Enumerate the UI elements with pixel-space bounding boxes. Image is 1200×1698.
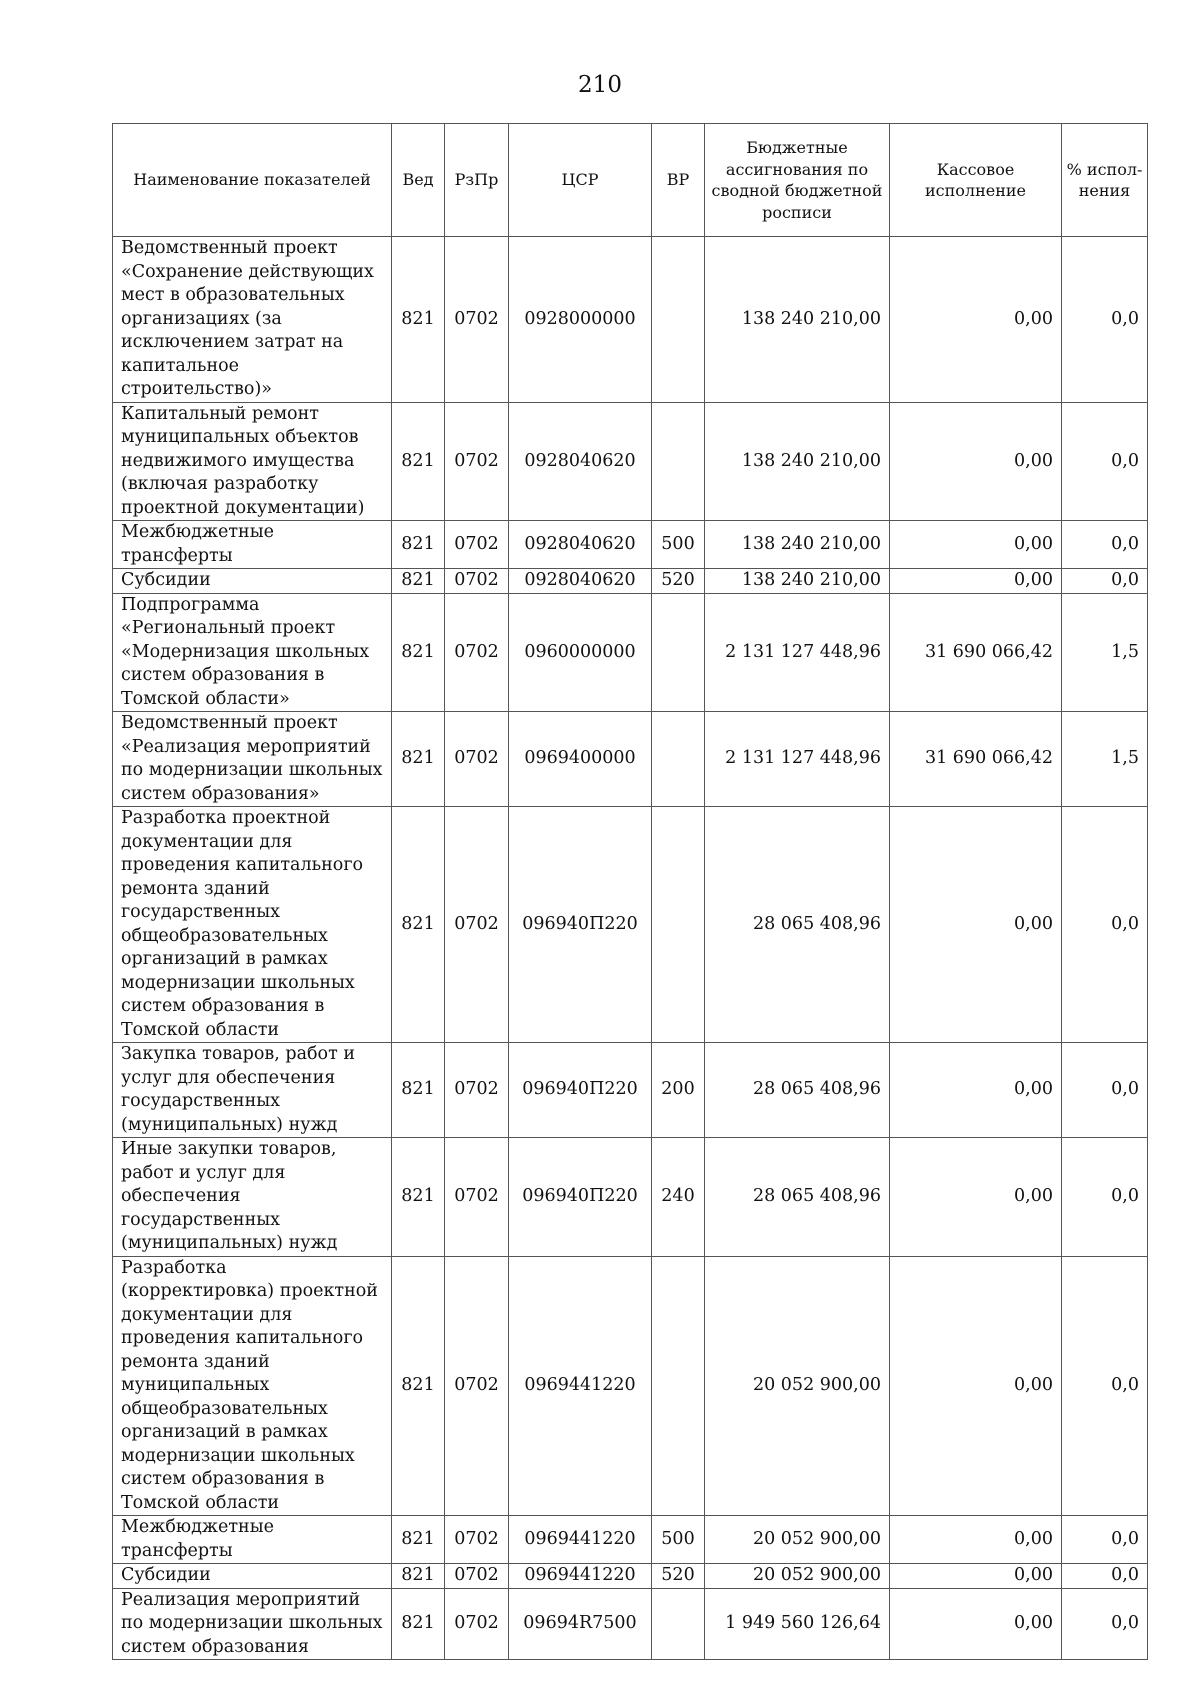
row-ved: 821 [392,402,445,521]
row-ved: 821 [392,1588,445,1660]
row-percent: 0,0 [1062,1256,1148,1516]
row-csr: 0969441220 [509,1516,652,1564]
row-allocations: 20 052 900,00 [705,1564,890,1589]
row-rzpr: 0702 [445,1564,509,1589]
table-row [113,521,1148,569]
row-ved: 821 [392,712,445,807]
row-csr: 0928000000 [509,237,652,403]
row-percent: 1,5 [1062,593,1148,712]
row-percent: 0,0 [1062,1564,1148,1589]
table-row [113,569,1148,594]
row-execution: 0,00 [890,807,1062,1043]
col-header-rzpr: РзПр [445,124,509,237]
col-header-allocations: Бюджетные ассигнования по сводной бюджетной росписи [705,124,890,237]
row-csr: 0960000000 [509,593,652,712]
row-csr: 0928040620 [509,521,652,569]
row-vr [652,402,705,521]
table-body [113,237,1148,1660]
row-allocations: 20 052 900,00 [705,1516,890,1564]
table-row [113,237,1148,403]
row-execution: 0,00 [890,1138,1062,1257]
row-allocations: 138 240 210,00 [705,521,890,569]
row-execution: 0,00 [890,1588,1062,1660]
row-percent: 0,0 [1062,1043,1148,1138]
row-execution: 31 690 066,42 [890,593,1062,712]
row-vr: 500 [652,1516,705,1564]
row-rzpr: 0702 [445,569,509,594]
row-name: Подпрограмма «Региональный проект «Модернизация школьных систем образования в Томской области» [113,593,392,712]
row-allocations: 28 065 408,96 [705,807,890,1043]
row-execution: 0,00 [890,569,1062,594]
table-row [113,1564,1148,1589]
table-row [113,402,1148,521]
row-vr [652,807,705,1043]
table-row [113,807,1148,1043]
row-csr: 0928040620 [509,569,652,594]
row-execution: 0,00 [890,1516,1062,1564]
col-header-vr: ВР [652,124,705,237]
row-percent: 0,0 [1062,237,1148,403]
row-rzpr: 0702 [445,1588,509,1660]
row-ved: 821 [392,1256,445,1516]
row-execution: 0,00 [890,521,1062,569]
row-csr: 0969400000 [509,712,652,807]
row-allocations: 2 131 127 448,96 [705,593,890,712]
row-name: Разработка (корректировка) проектной документации для проведения капитального ремонта зданий муниципальных общеобразовательных организаций в рамках модернизации школьных систем образования в Томской области [113,1256,392,1516]
row-ved: 821 [392,1516,445,1564]
col-header-name: Наименование показателей [113,124,392,237]
table-row [113,712,1148,807]
row-allocations: 1 949 560 126,64 [705,1588,890,1660]
row-rzpr: 0702 [445,1043,509,1138]
row-vr: 200 [652,1043,705,1138]
row-vr: 500 [652,521,705,569]
row-name: Субсидии [113,1564,392,1589]
row-percent: 1,5 [1062,712,1148,807]
page-number: 210 [578,72,622,98]
row-name: Межбюджетные трансферты [113,521,392,569]
table-row [113,1043,1148,1138]
row-allocations: 28 065 408,96 [705,1043,890,1138]
row-csr: 096940П220 [509,807,652,1043]
table-row [113,593,1148,712]
row-csr: 096940П220 [509,1138,652,1257]
row-csr: 0969441220 [509,1564,652,1589]
table-header-row [113,124,1148,237]
row-execution: 0,00 [890,1564,1062,1589]
row-vr [652,593,705,712]
row-percent: 0,0 [1062,1138,1148,1257]
row-percent: 0,0 [1062,569,1148,594]
row-csr: 096940П220 [509,1043,652,1138]
row-ved: 821 [392,569,445,594]
row-csr: 0969441220 [509,1256,652,1516]
row-vr: 520 [652,1564,705,1589]
row-vr [652,712,705,807]
row-execution: 0,00 [890,1043,1062,1138]
row-percent: 0,0 [1062,402,1148,521]
row-csr: 09694R7500 [509,1588,652,1660]
row-allocations: 28 065 408,96 [705,1138,890,1257]
row-vr: 240 [652,1138,705,1257]
row-allocations: 138 240 210,00 [705,237,890,403]
row-csr: 0928040620 [509,402,652,521]
row-rzpr: 0702 [445,402,509,521]
row-percent: 0,0 [1062,521,1148,569]
row-vr [652,237,705,403]
row-rzpr: 0702 [445,807,509,1043]
table-row [113,1256,1148,1516]
row-vr: 520 [652,569,705,594]
row-ved: 821 [392,1138,445,1257]
table-row [113,1588,1148,1660]
row-rzpr: 0702 [445,712,509,807]
col-header-csr: ЦСР [509,124,652,237]
row-ved: 821 [392,237,445,403]
col-header-percent: % испол-нения [1062,124,1148,237]
row-name: Субсидии [113,569,392,594]
row-allocations: 20 052 900,00 [705,1256,890,1516]
row-execution: 31 690 066,42 [890,712,1062,807]
row-execution: 0,00 [890,402,1062,521]
row-percent: 0,0 [1062,1516,1148,1564]
row-rzpr: 0702 [445,1256,509,1516]
row-ved: 821 [392,1564,445,1589]
row-vr [652,1588,705,1660]
row-name: Иные закупки товаров, работ и услуг для обеспечения государственных (муниципальных) нужд [113,1138,392,1257]
row-rzpr: 0702 [445,593,509,712]
row-rzpr: 0702 [445,1138,509,1257]
table-row [113,1516,1148,1564]
row-name: Ведомственный проект «Реализация мероприятий по модернизации школьных систем образования» [113,712,392,807]
row-percent: 0,0 [1062,807,1148,1043]
row-execution: 0,00 [890,237,1062,403]
row-rzpr: 0702 [445,237,509,403]
budget-execution-table [112,123,1148,1660]
row-allocations: 2 131 127 448,96 [705,712,890,807]
row-ved: 821 [392,807,445,1043]
row-vr [652,1256,705,1516]
row-rzpr: 0702 [445,521,509,569]
row-name: Разработка проектной документации для проведения капитального ремонта зданий государственных общеобразовательных организаций в рамках модернизации школьных систем образования в Томской области [113,807,392,1043]
col-header-execution: Кассовое исполнение [890,124,1062,237]
row-ved: 821 [392,593,445,712]
row-name: Капитальный ремонт муниципальных объектов недвижимого имущества (включая разработку проектной документации) [113,402,392,521]
row-execution: 0,00 [890,1256,1062,1516]
row-allocations: 138 240 210,00 [705,402,890,521]
row-name: Закупка товаров, работ и услуг для обеспечения государственных (муниципальных) нужд [113,1043,392,1138]
row-rzpr: 0702 [445,1516,509,1564]
row-allocations: 138 240 210,00 [705,569,890,594]
row-percent: 0,0 [1062,1588,1148,1660]
row-name: Ведомственный проект «Сохранение действующих мест в образовательных организациях (за исключением затрат на капитальное строительство)» [113,237,392,403]
row-ved: 821 [392,1043,445,1138]
row-name: Реализация мероприятий по модернизации школьных систем образования [113,1588,392,1660]
col-header-ved: Вед [392,124,445,237]
row-name: Межбюджетные трансферты [113,1516,392,1564]
row-ved: 821 [392,521,445,569]
table-row [113,1138,1148,1257]
